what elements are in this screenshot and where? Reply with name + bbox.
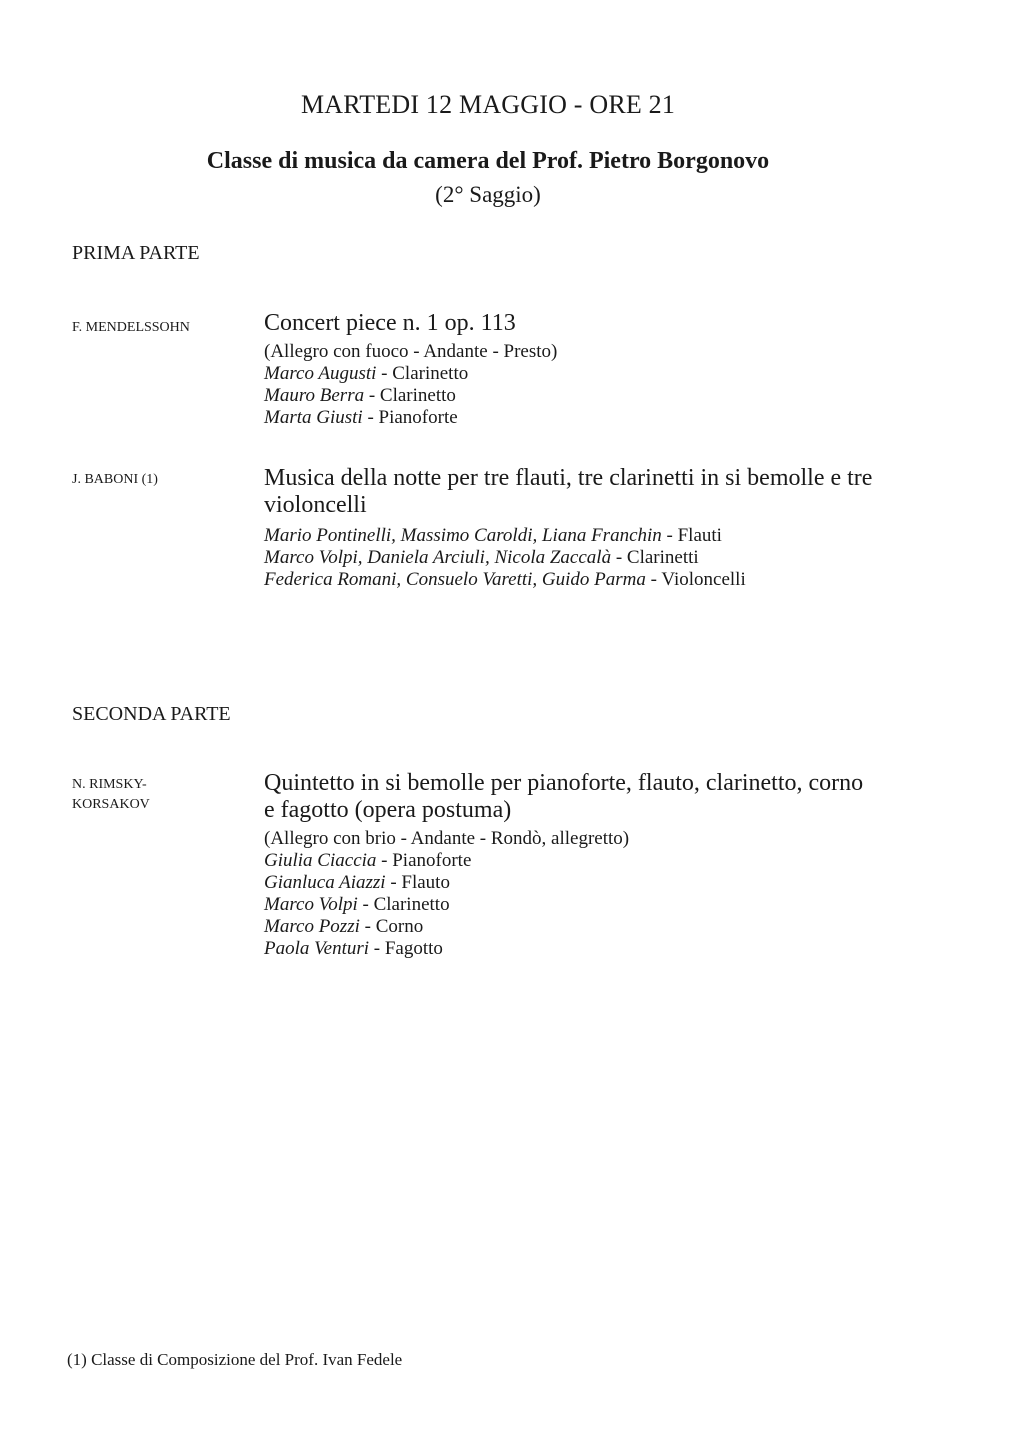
performer-names: Mauro Berra [264,385,365,406]
performer-names: Marco Volpi, Daniela Arciuli, Nicola Zaccalà [264,547,612,568]
part-heading-seconda: SECONDA PARTE [72,703,231,725]
footnote: (1) Classe di Composizione del Prof. Ivan Fedele [67,1350,403,1369]
performer-line [264,569,904,591]
performer-names: Marco Pozzi [264,916,360,937]
performer-line [264,407,914,429]
composer-name: J. BABONI (1) [72,472,158,487]
part-heading-prima: PRIMA PARTE [72,242,200,264]
performer-names: Marco Volpi [264,894,358,915]
performer-names: Mario Pontinelli, Massimo Caroldi, Liana Franchin [264,525,662,546]
piece-entry [264,465,904,591]
performer-instrument: - Flauto [385,872,450,893]
class-title: Classe di musica da camera del Prof. Pietro Borgonovo [206,148,770,174]
performer-names: Federica Romani, Consuelo Varetti, Guido Parma [264,569,646,590]
piece-title: Musica della notte per tre flauti, tre clarinetti in si bemolle e tre violoncelli [264,465,873,518]
piece-title: Quintetto in si bemolle per pianoforte, flauto, clarinetto, corno e fagotto (opera postuma) [264,770,864,823]
performer-line [264,850,874,872]
performer-names: Marco Augusti [264,363,377,384]
performer-instrument: - Violoncelli [645,569,746,590]
performer-names: Paola Venturi [264,938,370,959]
piece-movements: (Allegro con brio - Andante - Rondò, allegretto) [264,828,630,849]
composer-name: N. RIMSKY-KORSAKOV [72,777,150,812]
performer-line [264,872,874,894]
performer-instrument: - Pianoforte [362,407,458,428]
performer-line [264,938,874,960]
saggio-label: (2° Saggio) [435,182,541,207]
piece-movements: (Allegro con fuoco - Andante - Presto) [264,341,558,362]
performer-instrument: - Clarinetto [364,385,456,406]
performer-line [264,894,874,916]
concert-date: MARTEDI 12 MAGGIO - ORE 21 [300,90,676,119]
performer-line [264,547,904,569]
performer-line [264,363,914,385]
performer-line [264,525,904,547]
piece-entry [264,770,874,960]
performer-names: Giulia Ciaccia [264,850,377,871]
performer-instrument: - Clarinetti [611,547,699,568]
performer-names: Marta Giusti [264,407,363,428]
performer-instrument: - Flauti [661,525,722,546]
performer-line [264,385,914,407]
performer-instrument: - Clarinetto [357,894,450,915]
piece-title: Concert piece n. 1 op. 113 [264,310,516,336]
performer-instrument: - Pianoforte [376,850,472,871]
performer-line [264,916,874,938]
performer-names: Gianluca Aiazzi [264,872,386,893]
piece-entry [264,310,914,429]
performer-instrument: - Fagotto [369,938,443,959]
performer-instrument: - Clarinetto [376,363,469,384]
composer-name: F. MENDELSSOHN [72,320,190,335]
performer-instrument: - Corno [359,916,424,937]
